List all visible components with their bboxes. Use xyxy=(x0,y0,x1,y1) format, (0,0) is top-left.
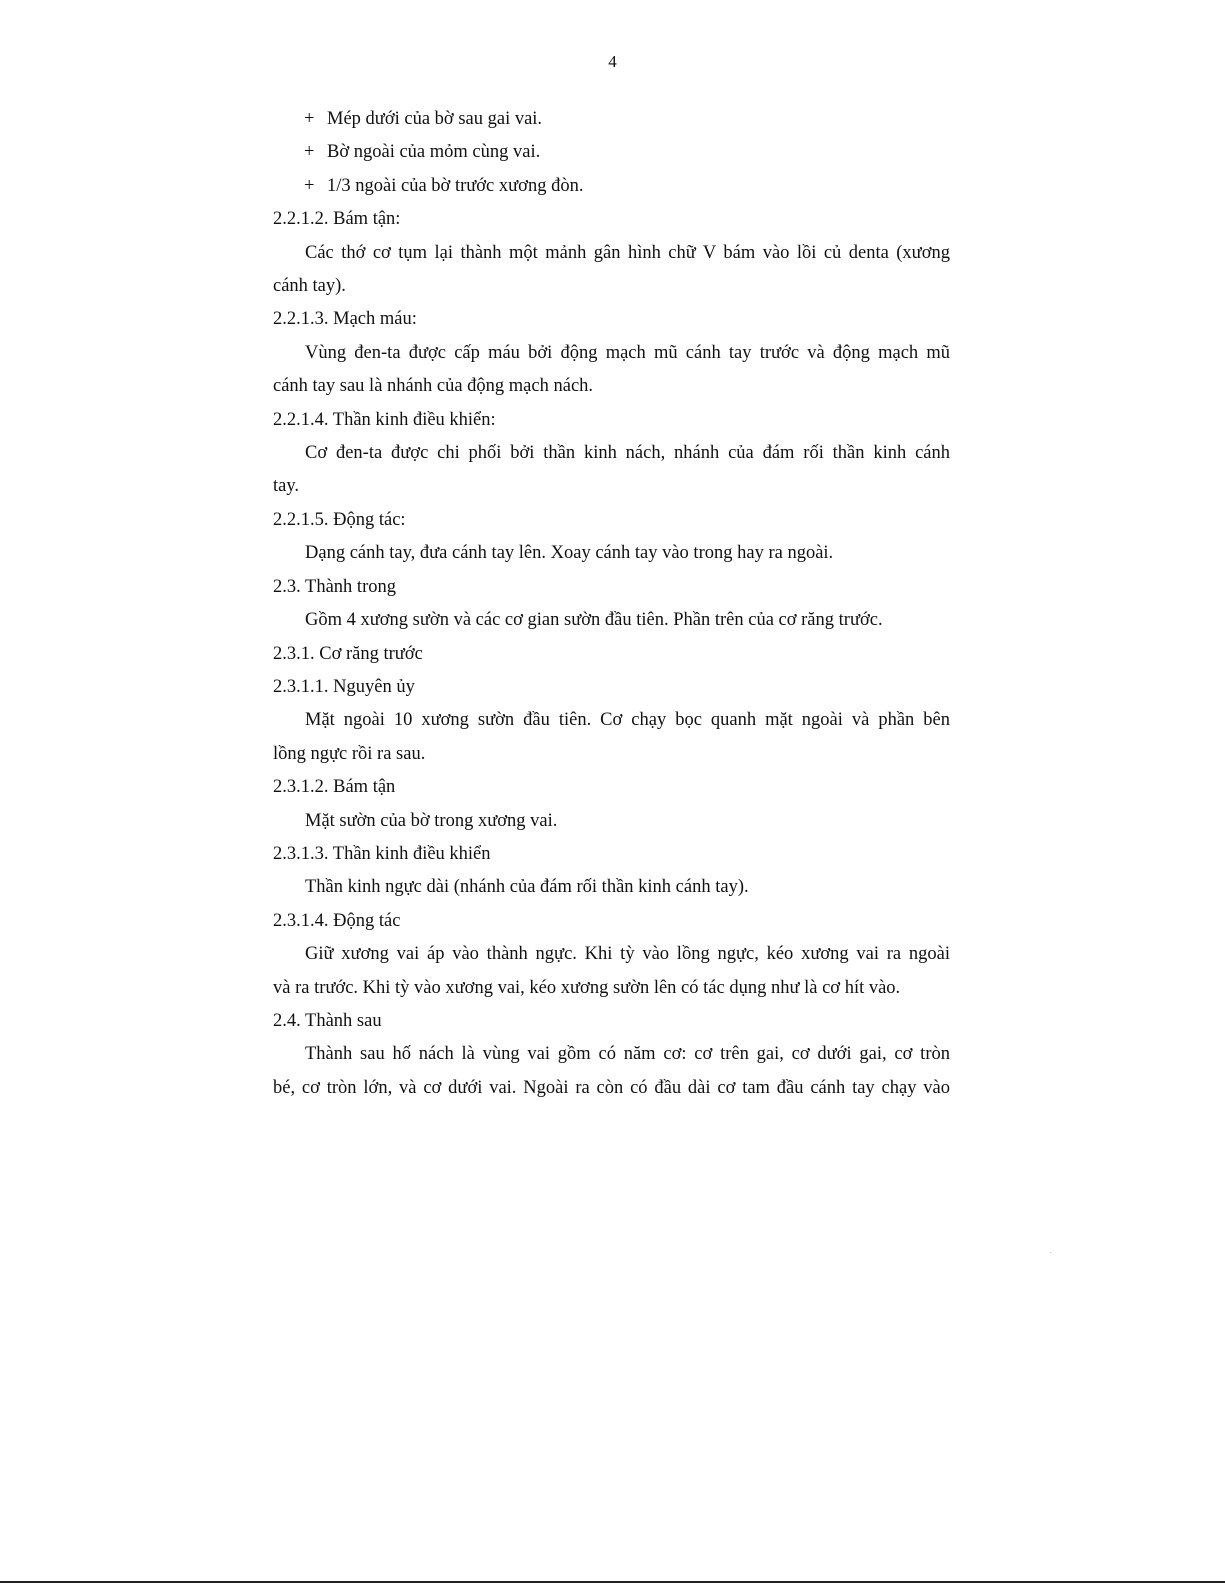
section-heading: 2.3.1.1. Nguyên ủy xyxy=(273,676,415,697)
paragraph-line: Vùng đen-ta được cấp máu bởi động mạch mũ cánh tay trước và động mạch mũ xyxy=(305,342,950,363)
paragraph-line: Cơ đen-ta được chi phối bởi thần kinh nách, nhánh của đám rối thần kinh cánh xyxy=(305,443,950,464)
bullet-item xyxy=(273,170,950,203)
bottom-edge-rule xyxy=(0,1581,1225,1583)
paragraph-line: lồng ngực rồi ra sau. xyxy=(273,743,426,764)
page-number: 4 xyxy=(608,52,617,71)
bullet-marker: + xyxy=(304,109,315,129)
section-heading: 2.3.1.3. Thần kinh điều khiển xyxy=(273,843,491,864)
paragraph-line: Mặt ngoài 10 xương sườn đầu tiên. Cơ chạy bọc quanh mặt ngoài và phần bên xyxy=(305,710,950,731)
paragraph-line: cánh tay sau là nhánh của động mạch nách. xyxy=(273,376,594,397)
section-heading: 2.3.1.2. Bám tận xyxy=(273,777,396,798)
bullet-item xyxy=(273,136,950,169)
section-heading: 2.2.1.5. Động tác: xyxy=(273,509,406,530)
bullet-text: Bờ ngoài của mỏm cùng vai. xyxy=(327,142,541,163)
section-heading: 2.2.1.3. Mạch máu: xyxy=(273,309,417,330)
page-body xyxy=(273,103,950,1105)
paragraph-line: Các thớ cơ tụm lại thành một mảnh gân hình chữ V bám vào lồi củ denta (xương xyxy=(305,242,950,263)
bullet-marker: + xyxy=(304,142,315,163)
bullet-text: 1/3 ngoài của bờ trước xương đòn. xyxy=(327,175,584,196)
paragraph-line: bé, cơ tròn lớn, và cơ dưới vai. Ngoài ra còn có đầu dài cơ tam đầu cánh tay chạy vào xyxy=(273,1077,950,1098)
bullet-text: Mép dưới của bờ sau gai vai. xyxy=(327,109,543,129)
section-heading: 2.4. Thành sau xyxy=(273,1010,382,1031)
paragraph-line: Mặt sườn của bờ trong xương vai. xyxy=(305,810,558,831)
section-heading: 2.3.1. Cơ răng trước xyxy=(273,643,423,664)
paragraph-line: Giữ xương vai áp vào thành ngực. Khi tỳ vào lồng ngực, kéo xương vai ra ngoài xyxy=(305,944,950,965)
paragraph-line: tay. xyxy=(273,476,300,497)
paragraph-line: Thành sau hố nách là vùng vai gồm có năm cơ: cơ trên gai, cơ dưới gai, cơ tròn xyxy=(305,1044,950,1065)
paragraph-line: và ra trước. Khi tỳ vào xương vai, kéo xương sườn lên có tác dụng như là cơ hít vào. xyxy=(273,977,901,998)
scan-speck xyxy=(1050,1252,1051,1253)
section-heading: 2.2.1.4. Thần kinh điều khiển: xyxy=(273,409,496,430)
section-heading: 2.3. Thành trong xyxy=(273,576,396,597)
paragraph-line: cánh tay). xyxy=(273,276,346,297)
paragraph-line: Gồm 4 xương sườn và các cơ gian sườn đầu tiên. Phần trên của cơ răng trước. xyxy=(305,610,883,631)
bullet-marker: + xyxy=(304,175,315,196)
paragraph-line: Dạng cánh tay, đưa cánh tay lên. Xoay cánh tay vào trong hay ra ngoài. xyxy=(305,543,834,564)
bullet-item xyxy=(273,103,950,136)
section-heading: 2.2.1.2. Bám tận: xyxy=(273,209,401,230)
section-heading: 2.3.1.4. Động tác xyxy=(273,910,401,931)
paragraph-line: Thần kinh ngực dài (nhánh của đám rối thần kinh cánh tay). xyxy=(305,877,749,898)
